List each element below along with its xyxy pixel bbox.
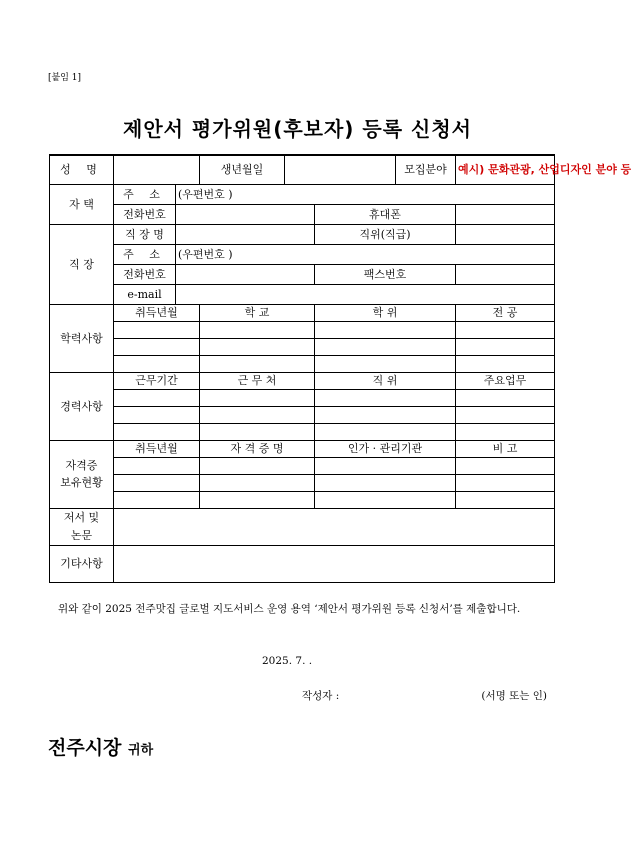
education-header: 취득년월 [114,304,200,321]
position-field[interactable] [456,224,555,244]
license-cell[interactable] [456,491,555,508]
career-cell[interactable] [456,423,555,440]
education-cell[interactable] [315,321,456,338]
education-header-row [50,304,555,321]
name-field[interactable] [114,155,200,184]
license-cell[interactable] [200,457,315,474]
addressee-name: 전주시장 [48,737,122,759]
education-cell[interactable] [200,321,315,338]
license-label-line1: 자격증 [65,458,98,472]
birth-label: 생년월일 [200,155,285,184]
email-label: e-mail [114,284,176,304]
license-entry-row [50,457,555,474]
other-field[interactable] [114,545,555,582]
education-entry-row [50,321,555,338]
career-cell[interactable] [315,423,456,440]
home-phone-field[interactable] [176,204,315,224]
position-label: 직위(직급) [315,224,456,244]
company-label: 직 장 명 [114,224,176,244]
license-header: 비 고 [456,440,555,457]
addressee [48,733,153,760]
education-cell[interactable] [456,355,555,372]
career-header: 근무기간 [114,372,200,389]
field-example[interactable]: 예시) 문화관광, 산업디자인 분야 등 [456,155,555,184]
papers-field[interactable] [114,508,555,545]
career-cell[interactable] [114,423,200,440]
education-header: 학 교 [200,304,315,321]
license-cell[interactable] [315,457,456,474]
license-cell[interactable] [200,491,315,508]
signature-note: (서명 또는 인) [481,690,547,702]
work-phone-field[interactable] [176,264,315,284]
fax-label: 팩스번호 [315,264,456,284]
author-label: 작성자 : [302,690,340,702]
attachment-label: [붙임 1] [48,73,81,83]
work-phone-row [50,264,555,284]
home-address-field[interactable]: (우편번호 ) [176,184,555,204]
career-header: 주요업무 [456,372,555,389]
home-phone-label: 전화번호 [114,204,176,224]
field-label: 모집분야 [396,155,456,184]
home-label: 자 택 [50,184,114,224]
work-phone-label: 전화번호 [114,264,176,284]
career-header: 직 위 [315,372,456,389]
papers-row [50,508,555,545]
career-cell[interactable] [456,389,555,406]
license-cell[interactable] [456,474,555,491]
papers-label-line2: 논문 [70,528,93,542]
email-field[interactable] [176,284,555,304]
mobile-label: 휴대폰 [315,204,456,224]
license-cell[interactable] [114,474,200,491]
license-label [50,440,114,508]
license-cell[interactable] [114,457,200,474]
career-cell[interactable] [114,389,200,406]
registration-form-table [49,154,631,583]
home-address-row [50,184,555,204]
career-entry-row [50,406,555,423]
career-cell[interactable] [456,406,555,423]
work-address-label: 주 소 [114,244,176,264]
career-cell[interactable] [315,406,456,423]
career-cell[interactable] [200,389,315,406]
career-cell[interactable] [315,389,456,406]
education-cell[interactable] [456,321,555,338]
license-header-row [50,440,555,457]
license-header: 인가 · 관리기관 [315,440,456,457]
education-entry-row [50,355,555,372]
work-label: 직 장 [50,224,114,304]
career-cell[interactable] [200,406,315,423]
education-entry-row [50,338,555,355]
submission-statement: 위와 같이 2025 전주맛집 글로벌 지도서비스 운영 용역 ‘제안서 평가위원 등록 신청서’를 제출합니다. [58,603,521,615]
other-row [50,545,555,582]
career-entry-row [50,423,555,440]
work-address-field[interactable]: (우편번호 ) [176,244,555,264]
education-cell[interactable] [315,355,456,372]
license-cell[interactable] [315,474,456,491]
education-cell[interactable] [456,338,555,355]
form-title: 제안서 평가위원(후보자) 등록 신청서 [123,117,472,141]
career-header: 근 무 처 [200,372,315,389]
career-entry-row [50,389,555,406]
license-cell[interactable] [456,457,555,474]
license-cell[interactable] [114,491,200,508]
home-phone-row [50,204,555,224]
company-field[interactable] [176,224,315,244]
other-label: 기타사항 [50,545,114,582]
birth-field[interactable] [285,155,396,184]
license-header: 취득년월 [114,440,200,457]
license-entry-row [50,491,555,508]
license-entry-row [50,474,555,491]
license-cell[interactable] [200,474,315,491]
license-header: 자 격 증 명 [200,440,315,457]
education-cell[interactable] [114,338,200,355]
email-row [50,284,555,304]
career-cell[interactable] [114,406,200,423]
mobile-field[interactable] [456,204,555,224]
career-header-row [50,372,555,389]
education-cell[interactable] [315,338,456,355]
name-label: 성 명 [50,155,114,184]
education-cell[interactable] [200,355,315,372]
career-cell[interactable] [200,423,315,440]
education-cell[interactable] [114,321,200,338]
name-row [50,155,555,184]
license-label-line2: 보유현황 [60,476,103,489]
submission-date: 2025. 7. . [262,655,313,667]
work-address-row [50,244,555,264]
company-row [50,224,555,244]
career-label: 경력사항 [50,372,114,440]
education-label: 학력사항 [50,304,114,372]
addressee-suffix: 귀하 [128,743,154,758]
papers-label-line1: 저서 및 [63,511,100,525]
home-address-label: 주 소 [114,184,176,204]
fax-field[interactable] [456,264,555,284]
education-cell[interactable] [114,355,200,372]
education-cell[interactable] [200,338,315,355]
education-header: 학 위 [315,304,456,321]
license-cell[interactable] [315,491,456,508]
papers-label [50,508,114,545]
education-header: 전 공 [456,304,555,321]
